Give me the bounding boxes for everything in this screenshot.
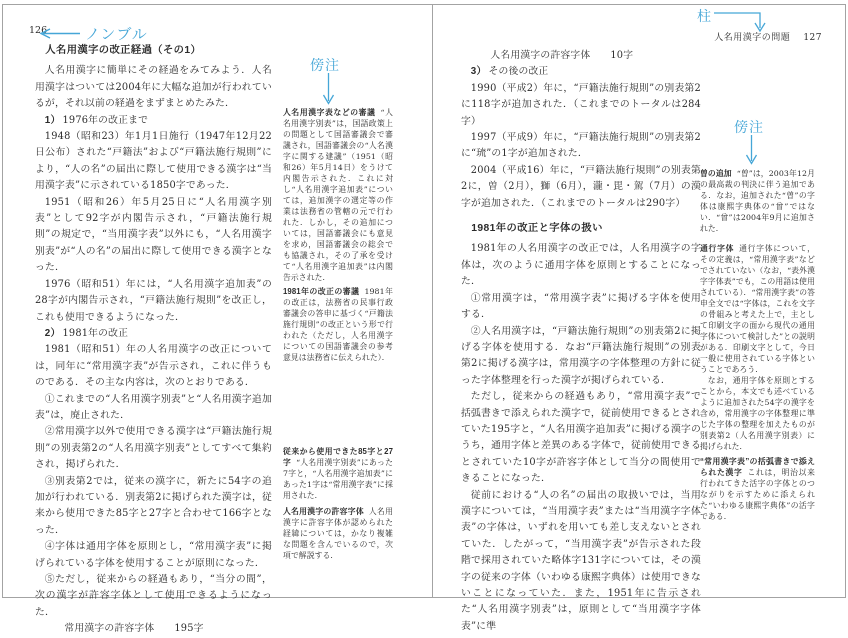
page-number-right: 127 <box>803 33 822 43</box>
body-paragraph: ③別表第2では，従来の漢字に，新たに54字の追加が行われている．別表第2に掲げられた漢字は，従来から使用できた85字と27字と合わせて166字となった． <box>35 475 272 536</box>
side-note-body: “人名用漢字別表”は，国語政策上の問題として国語審議会で審議され，国語審議会の“人名漢字に関する建議”（1951（昭和26）年5月14日）をうけて内閣告示された．これに対し“人名用漢字追加表”については，追加漢字の選定等の作業は法務省の管轄の元で行われた．しかし，その追加については，国語審議会にも意見を求め，国語審議会の総会でも協議され，その了承を受けて“人名用漢字追加表”は内閣告示された． <box>283 108 393 282</box>
body-paragraph: 従前における“人の名”の届出の取扱いでは，当用漢字については，“当用漢字表”または“当用漢字字体表”の字体は，いずれを用いても差し支えないとされていた．したがって，“当用漢字表”が告示された段階で採用されていた略体字131字については，その漢字の従来の字体（いわゆる康熙字典体）は使用できないことになっていた．また，1951年に告示された“人名用漢字別表”は，原則として“当用漢字字体表”に準 <box>461 489 701 632</box>
side-note-title: 従来から使用できた85字と27字 <box>283 447 393 467</box>
body-paragraph: ④字体は通用字体を原則とし，“常用漢字表”に掲げられている字体を使用することが原則になった． <box>35 541 272 569</box>
body-paragraph: 1981年の人名用漢字の改正では，人名用漢字の字体は，次のように通用字体を原則とすることになった． <box>461 243 701 288</box>
side-note <box>283 286 393 363</box>
left-main-column <box>35 43 272 638</box>
side-note <box>283 446 393 501</box>
side-note-body: 人名用漢字に許容字体が認められた経緯については，かなり複雑な問題を含んでいるので，次項で解説する． <box>283 507 394 560</box>
body-paragraph: ただし，従来からの経過もあり，“常用漢字表”で括弧書きで添えられた漢字で，従前使用できるとされていた195字と，“人名用漢字追加表”に掲げる漢字のうち，通用字体と差異のある字体で，従前使用できるとされていた10字が許容字体として当分の間使用できることになった． <box>461 391 701 485</box>
annotation-hashira-label: 柱 <box>697 8 712 24</box>
bochu-right-arrow-icon <box>745 135 758 165</box>
side-note <box>283 107 393 283</box>
side-note-body: “人名用漢字別表”にあった7字と，“人名用漢字追加表”にあった1字は“常用漢字表”に採用された． <box>283 458 393 500</box>
body-paragraph: 2004（平成16）年に，“戸籍法施行規則”の別表第2に，曽（2月），獅（6月），瀧・毘・駕（7月）の漢字が追加された．（これまでのトータルは290字） <box>461 164 701 209</box>
side-note-title: 通行字体 <box>700 244 735 253</box>
body-paragraph: ①これまでの“人名用漢字別表”と“人名用漢字追加表”は，廃止された． <box>35 393 272 421</box>
nombre-arrow-icon <box>39 28 81 39</box>
side-note <box>700 456 815 522</box>
annotation-bochu-left-label: 傍注 <box>310 57 340 73</box>
body-paragraph: 1997（平成9）年に，“戸籍法施行規則”の別表第2に“琉”の1字が追加された． <box>461 132 701 160</box>
body-paragraph: ②人名用漢字は，“戸籍法施行規則”の別表第2に掲げる字体を使用する．なお“戸籍法施行規則”の別表第2に掲げる漢字は，常用漢字の字体整理の方針に従った字体整理を行った漢字が掲げられている． <box>461 325 701 386</box>
right-section-heading: 1981年の改正と字体の扱い <box>471 223 603 235</box>
running-head-title: 人名用漢字の問題 <box>714 33 791 43</box>
side-note <box>700 243 815 452</box>
side-note-body: これは，明治以来行われてきた活字の字体とのつながりを示すために添えられた“いわゆる康熙字典体”の活字である． <box>700 468 815 521</box>
page-divider <box>432 4 433 598</box>
tally-line: 常用漢字の許容字体 195字 <box>64 623 204 635</box>
subsection-heading: 3） その後の改正 <box>470 66 549 78</box>
right-main-column <box>461 48 701 635</box>
side-note <box>283 506 393 561</box>
annotation-bochu-right-label: 傍注 <box>734 119 764 135</box>
body-paragraph: ①常用漢字は，“常用漢字表”に掲げる字体を使用する． <box>461 292 701 321</box>
tally-line: 人名用漢字の許容字体 10字 <box>490 50 634 61</box>
body-paragraph: ②常用漢字以外で使用できる漢字は“戸籍法施行規則”の別表第2の“人名用漢字別表”としてすべて集約され，掲げられた． <box>35 426 272 471</box>
body-paragraph: 1981（昭和51）年の人名用漢字の改正については，同年に“常用漢字表”が告示され，これに伴うものである．その主な内容は，次のとおりである． <box>35 344 272 389</box>
side-note-title: 人名用漢字表などの審議 <box>283 108 376 117</box>
subsection-heading: 1） 1976年の改正まで <box>44 114 149 126</box>
side-note <box>700 168 815 234</box>
side-note-body: 通行字体について，その定義は，“常用漢字表”などでされていない（なお，“表外漢字字体表”でも，この用語は使用されている）．“常用漢字表”の答申全文では“字体は，これを文字の骨組みと考えた上で，主として印刷文字の面から現代の通用字体について検討した”との説明がある．印刷文字として，今日一般に使用されている字体ということであろう． <box>700 244 815 374</box>
body-paragraph: 人名用漢字に簡単にその経過をみてみよう．人名用漢字はついては2004年に大幅な追加が行われているが，それ以前の経過をまずまとめたみた． <box>35 65 272 110</box>
subsection-heading: 2） 1981年の改正 <box>44 327 129 339</box>
body-paragraph: 1948（昭和23）年1月1日施行（1947年12月22日公布）された“戸籍法”および“戸籍法施行規則”により，“人の名”の届出に際して使用できる漢字は“当用漢字表”に示されている1850字であった． <box>35 131 272 192</box>
side-note-title: 人名用漢字の許容字体 <box>283 507 364 516</box>
body-paragraph: 1951（昭和26）年5月25日に“人名用漢字別表”として92字が内閣告示され，“戸籍法施行規則”の規定で，“当用漢字表”以外にも，“人名用漢字別表”が“人の名”の届出に際して使用できる漢字となった． <box>35 196 272 274</box>
annotation-nombre-label: ノンブル <box>85 26 148 43</box>
side-note-body-2: なお，通用字体を原則とすることから，本文でも述べているように追加された54字の漢字を含め，常用漢字の字体整理に準じた字体の整理を加えたものが別表第2（人名用漢字別表）に掲げられた． <box>700 376 815 451</box>
body-paragraph: ⑤ただし，従来からの経過もあり，“当分の間”，次の漢字が許容字体として使用できるようになった． <box>35 574 272 618</box>
running-head <box>690 30 822 43</box>
side-note-title: “常用漢字表”の括弧書きで添えられた漢字 <box>700 457 815 477</box>
body-paragraph: 1976（昭和51）年には，“人名用漢字追加表”の28字が内閣告示され，“戸籍法施行規則”を改正し，これも使用できるようになった． <box>35 278 272 323</box>
side-note-body: “曽”は，2003年12月の最高裁の判決に伴う追加である．なお，追加された“曽”の字体は康熙字典体の“曾”ではない．“曾”は2004年9月に追加された． <box>700 169 815 233</box>
bochu-left-arrow-icon <box>322 73 335 105</box>
body-paragraph: 1990（平成2）年に，“戸籍法施行規則”の別表第2に118字が追加された．（これまでのトータルは284字） <box>461 82 701 127</box>
side-note-body: 1981年の改正は，法務省の民事行政審議会の答申に基づく“戸籍法施行規則”の改正という形で行われた（ただし，人名用漢字についての国語審議会の参考意見は法務省に伝えられた）． <box>283 287 394 362</box>
side-note-title: 1981年の改正の審議 <box>283 287 360 296</box>
page-number-left: 126 <box>29 25 48 36</box>
left-section-heading: 人名用漢字の改正経過（その1） <box>45 45 202 56</box>
side-note-title: 曽の追加 <box>700 169 732 178</box>
